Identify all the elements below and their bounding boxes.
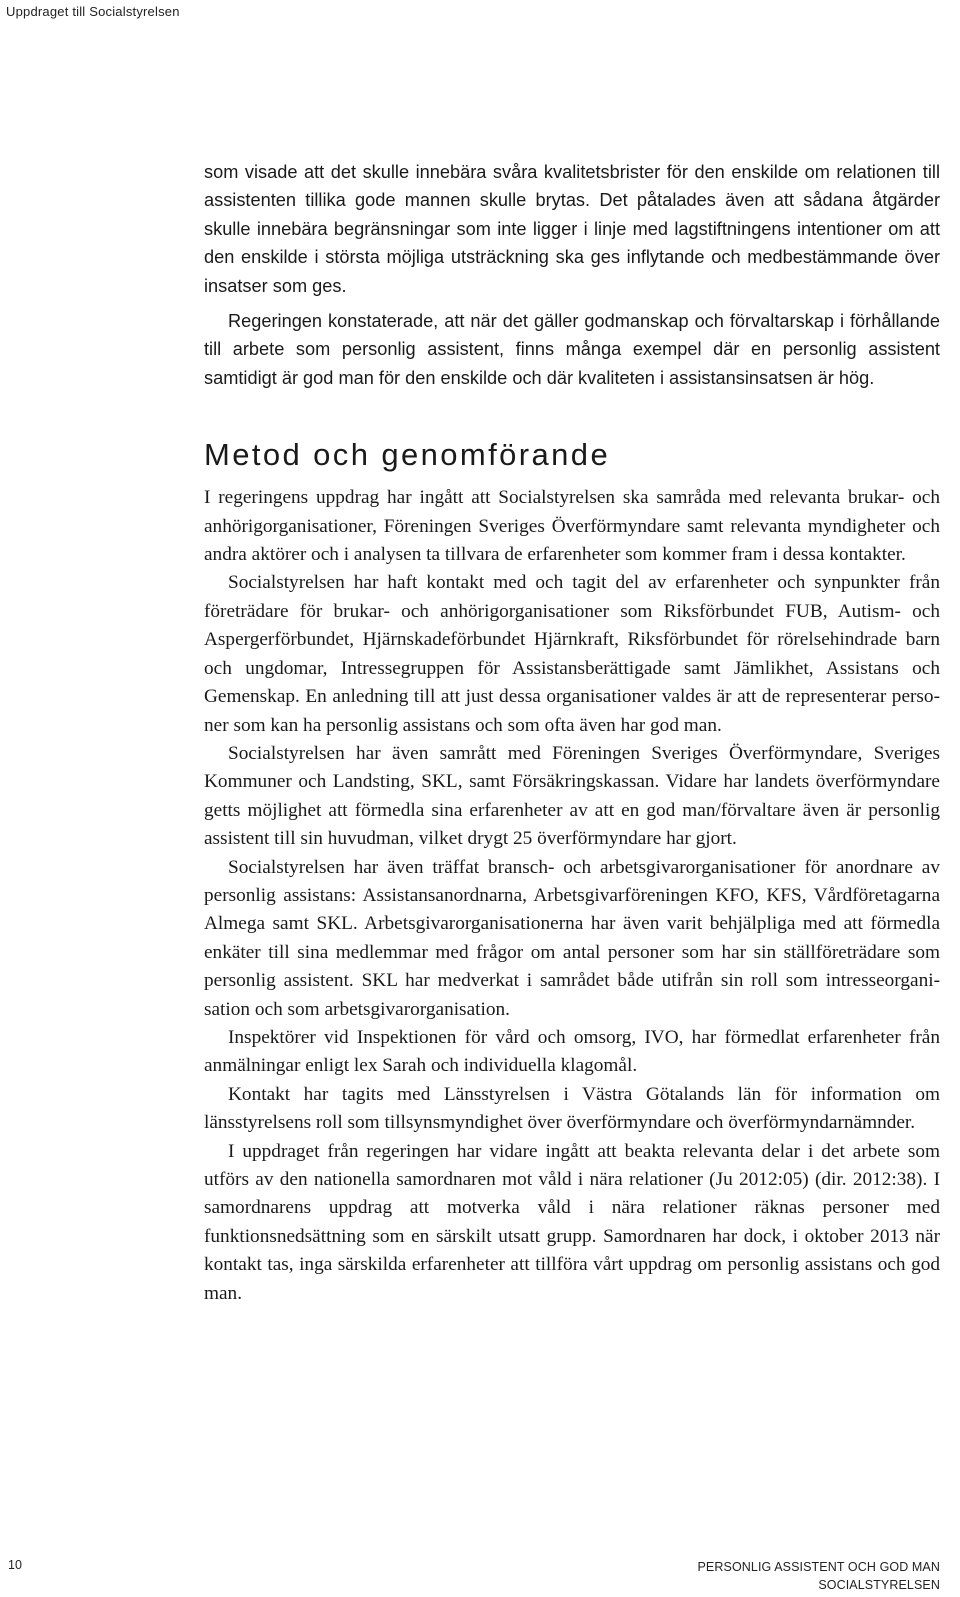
intro-paragraph-2: Regeringen konstaterade, att när det gäller godmanskap och förvaltarskap i förhållande till arbete som personlig assistent, finns många exempel där en personlig assistent samtidigt är god man för den enskilde och där kvaliteten i assistansinsatsen är hög. bbox=[204, 311, 940, 388]
section-paragraph-4: Socialstyrelsen har även träffat bransch- och arbetsgivarorganisationer för anordnare av personlig assistans: Assistansanordnarna, Arbetsgivarföreningen KFO, KFS, Vårdföretagarna Almega samt SKL. Arbetsgivarorganisationerna har även varit behjälpliga med att förmedla enkäter till sina medlemmar med frågor om antal personer som har sin ställföreträdare som personlig assistent. SKL har medverkat i samrådet både utifrån sin roll som intresseorganisation och som arbetsgivarorganisation. bbox=[204, 856, 940, 1020]
section-paragraph-3: Socialstyrelsen har även samrått med Föreningen Sveriges Överförmyndare, Sveriges Kommuner och Landsting, SKL, samt Försäkringskassan. Vidare har landets överförmyndare getts möjlighet att förmedla sina erfarenheter av att en god man/förvaltare även är personlig assistent till sin huvudman, vilket drygt 25 överförmyndare har gjort. bbox=[204, 742, 940, 850]
section-paragraph-5: Inspektörer vid Inspektionen för vård och omsorg, IVO, har förmedlat erfarenheter från anmälningar enligt lex Sarah och individuella klagomål. bbox=[204, 1026, 940, 1077]
section-paragraph-1: I regeringens uppdrag har ingått att Socialstyrelsen ska samråda med relevanta brukar- och anhörigorganisationer, Föreningen Sveriges Överförmyndare samt relevanta myndigheter och andra aktörer och i analysen ta tillvara de erfarenheter som kommer fram i dessa kontakter. bbox=[204, 487, 940, 566]
section-paragraph-2: Socialstyrelsen har haft kontakt med och tagit del av erfarenheter och synpunkter från företrädare för brukar- och anhörigorganisationer som Riksförbundet FUB, Autism- och Aspergerförbundet, Hjärnskadeförbundet Hjärnkraft, Riksförbundet för rörelsehindrade barn och ungdomar, Intressegruppen för Assistansberättigade samt Jämlikhet, Assistans och Gemenskap. En anledning till att just dessa organisationer valdes är att de representerar personer som kan ha personlig assistans och som ofta även har god man. bbox=[204, 572, 940, 736]
section-paragraph-6: Kontakt har tagits med Länsstyrelsen i Västra Götalands län för information om länsstyrelsens roll som tillsynsmyndighet över överförmyndare och överförmyndarnämnder. bbox=[204, 1083, 940, 1134]
intro-block bbox=[204, 158, 940, 392]
running-header: Uppdraget till Socialstyrelsen bbox=[6, 4, 180, 19]
section-body bbox=[204, 484, 940, 1308]
section-paragraph-7: I uppdraget från regeringen har vidare ingått att beakta relevanta delar i det arbete som utförs av den nationella samordnaren mot våld i nära relationer (Ju 2012:05) (dir. 2012:38). I samordnarens uppdrag att motverka våld i nära relationer räknas personer med funktionsnedsättning som en särskilt utsatt grupp. Samordnaren har dock, i oktober 2013 när kontakt tas, inga särskilda erfarenheter att tillföra vårt uppdrag om personlig assistans och god man. bbox=[204, 1140, 940, 1304]
footer-title bbox=[698, 1558, 941, 1594]
intro-paragraph-1: som visade att det skulle innebära svåra kvalitetsbrister för den enskilde om relationen till assistenten tillika gode mannen skulle brytas. Det påtalades även att sådana åtgärder skulle innebära begränsningar som inte ligger i linje med lagstiftningens intentioner om att den enskilde i största möjliga utsträckning ska ges inflytande och medbestämmande över insatser som ges. bbox=[204, 162, 940, 296]
footer-title-line-2: SOCIALSTYRELSEN bbox=[818, 1578, 940, 1592]
footer-title-line-1: PERSONLIG ASSISTENT OCH GOD MAN bbox=[697, 1560, 940, 1574]
page-body bbox=[204, 158, 940, 1308]
page-number: 10 bbox=[8, 1558, 22, 1572]
section-heading: Metod och genomförande bbox=[204, 437, 611, 473]
